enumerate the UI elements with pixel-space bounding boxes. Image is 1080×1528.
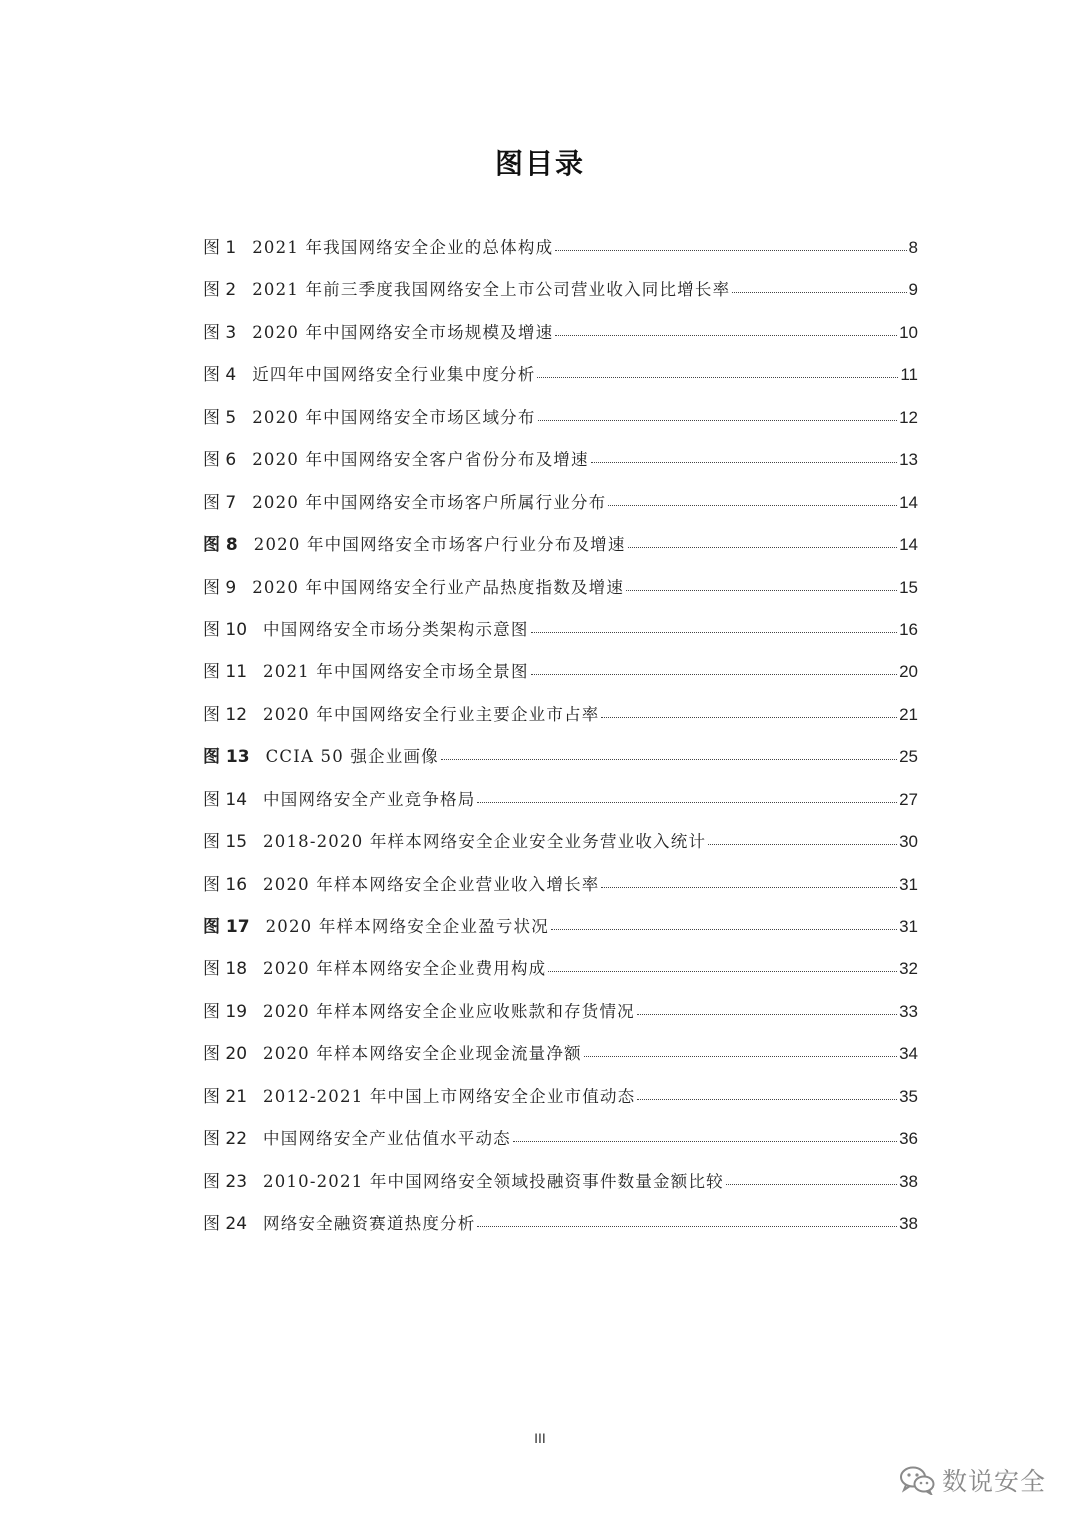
dot-leader: [538, 419, 898, 421]
figure-table-of-contents: [203, 230, 918, 1249]
figure-title: 2020 年样本网络安全企业应收账款和存货情况: [263, 1001, 635, 1021]
figure-label: 图 24: [203, 1214, 248, 1235]
figure-page-number: 27: [899, 789, 918, 809]
figure-label: 图 18: [203, 959, 248, 980]
figure-title: 2020 年样本网络安全企业费用构成: [263, 959, 547, 979]
figure-page-number: 38: [899, 1171, 918, 1191]
dot-leader: [551, 928, 897, 930]
figure-title: 2020 年中国网络安全行业主要企业市占率: [263, 704, 600, 724]
dot-leader: [537, 376, 898, 378]
wechat-icon: [898, 1465, 936, 1495]
toc-entry[interactable]: [203, 230, 918, 272]
dot-leader: [555, 334, 897, 336]
toc-entry[interactable]: [203, 1036, 918, 1078]
figure-title: 2018-2020 年样本网络安全企业安全业务营业收入统计: [263, 832, 707, 852]
figure-page-number: 31: [899, 917, 918, 936]
figure-label: 图 12: [203, 704, 248, 725]
toc-entry[interactable]: [203, 782, 918, 824]
figure-title: 2020 年中国网络安全市场客户所属行业分布: [252, 492, 607, 512]
figure-label: 图 20: [203, 1044, 248, 1065]
figure-page-number: 33: [899, 1001, 918, 1021]
dot-leader: [477, 1225, 897, 1227]
toc-entry[interactable]: [203, 357, 918, 399]
toc-entry[interactable]: [203, 739, 918, 781]
dot-leader: [637, 1098, 897, 1100]
figure-page-number: 12: [899, 407, 918, 427]
dot-leader: [548, 970, 897, 972]
figure-label: 图 3: [203, 322, 237, 343]
figure-title: 2020 年中国网络安全行业产品热度指数及增速: [252, 577, 625, 597]
toc-entry[interactable]: [203, 994, 918, 1036]
figure-page-number: 31: [899, 874, 918, 894]
dot-leader: [708, 843, 897, 845]
figure-page-number: 14: [899, 535, 918, 555]
toc-entry[interactable]: [203, 485, 918, 527]
figure-page-number: 34: [899, 1044, 918, 1064]
figure-label: 图 10: [203, 619, 248, 640]
figure-title: 2020 年样本网络安全企业现金流量净额: [263, 1044, 582, 1064]
page-number: III: [534, 1430, 546, 1446]
toc-entry[interactable]: [203, 612, 918, 654]
watermark: [898, 1462, 1046, 1498]
figure-page-number: 9: [908, 280, 918, 300]
figure-label: 图 17: [203, 917, 250, 937]
figure-title: 中国网络安全产业竞争格局: [263, 789, 476, 809]
toc-entry[interactable]: [203, 1079, 918, 1121]
figure-label: 图 8: [203, 535, 238, 556]
toc-entry[interactable]: [203, 654, 918, 696]
toc-entry[interactable]: [203, 527, 918, 569]
figure-page-number: 10: [899, 322, 918, 342]
figure-label: 图 23: [203, 1171, 248, 1192]
toc-entry[interactable]: [203, 951, 918, 993]
figure-title: 2020 年样本网络安全企业营业收入增长率: [263, 874, 600, 894]
toc-entry[interactable]: [203, 867, 918, 909]
figure-label: 图 14: [203, 789, 248, 810]
figure-page-number: 36: [899, 1129, 918, 1149]
dot-leader: [584, 1055, 897, 1057]
dot-leader: [601, 886, 897, 888]
figure-title: 近四年中国网络安全行业集中度分析: [252, 365, 536, 385]
figure-label: 图 13: [203, 747, 250, 768]
figure-page-number: 30: [899, 832, 918, 852]
toc-entry[interactable]: [203, 1121, 918, 1163]
figure-title: 2020 年中国网络安全客户省份分布及增速: [252, 450, 589, 470]
toc-entry[interactable]: [203, 400, 918, 442]
dot-leader: [513, 1140, 897, 1142]
figure-page-number: 15: [899, 577, 918, 597]
figure-label: 图 5: [203, 407, 237, 428]
figure-page-number: 35: [899, 1086, 918, 1106]
dot-leader: [637, 1013, 897, 1015]
toc-entry[interactable]: [203, 697, 918, 739]
toc-entry[interactable]: [203, 315, 918, 357]
figure-title: 2012-2021 年中国上市网络安全企业市值动态: [263, 1086, 636, 1106]
dot-leader: [628, 546, 897, 548]
dot-leader: [626, 589, 897, 591]
figure-title: 中国网络安全产业估值水平动态: [263, 1129, 511, 1149]
toc-entry[interactable]: [203, 1206, 918, 1248]
figure-page-number: 20: [899, 662, 918, 682]
toc-entry[interactable]: [203, 442, 918, 484]
figure-page-number: 13: [899, 450, 918, 470]
figure-title: 2010-2021 年中国网络安全领域投融资事件数量金额比较: [263, 1171, 724, 1191]
figure-label: 图 1: [203, 238, 237, 258]
figure-title: 网络安全融资赛道热度分析: [263, 1214, 476, 1234]
figure-title: 2021 年前三季度我国网络安全上市公司营业收入同比增长率: [252, 280, 731, 300]
dot-leader: [555, 249, 906, 251]
figure-title: 2020 年样本网络安全企业盈亏状况: [265, 917, 549, 936]
figure-page-number: 25: [899, 747, 918, 767]
figure-page-number: 11: [900, 365, 918, 385]
figure-page-number: 38: [899, 1214, 918, 1234]
figure-label: 图 11: [203, 662, 248, 683]
dot-leader: [531, 673, 897, 675]
toc-entry[interactable]: [203, 272, 918, 314]
figure-label: 图 19: [203, 1001, 248, 1022]
figure-title: 2020 年中国网络安全市场区域分布: [252, 407, 536, 427]
figure-label: 图 9: [203, 577, 237, 598]
dot-leader: [601, 716, 897, 718]
toc-entry[interactable]: [203, 570, 918, 612]
toc-entry[interactable]: [203, 824, 918, 866]
watermark-text: 数说安全: [941, 1467, 1046, 1496]
figure-title: 中国网络安全市场分类架构示意图: [263, 619, 529, 639]
toc-entry[interactable]: [203, 1164, 918, 1206]
figure-page-number: 16: [899, 619, 918, 639]
dot-leader: [441, 758, 897, 760]
figure-label: 图 4: [203, 365, 237, 386]
dot-leader: [732, 291, 906, 293]
dot-leader: [477, 801, 897, 803]
page-title: 图目录: [494, 147, 585, 180]
figure-label: 图 7: [203, 492, 237, 513]
figure-label: 图 2: [203, 280, 237, 301]
figure-title: 2021 年中国网络安全市场全景图: [263, 662, 529, 682]
figure-page-number: 32: [899, 959, 918, 979]
figure-label: 图 22: [203, 1129, 248, 1150]
dot-leader: [591, 461, 897, 463]
figure-title: 2020 年中国网络安全市场规模及增速: [252, 322, 554, 342]
dot-leader: [726, 1183, 897, 1185]
figure-label: 图 15: [203, 832, 248, 853]
figure-label: 图 16: [203, 874, 248, 895]
figure-title: 2020 年中国网络安全市场客户行业分布及增速: [253, 535, 626, 555]
dot-leader: [531, 631, 898, 633]
dot-leader: [608, 504, 897, 506]
figure-label: 图 6: [203, 450, 237, 471]
figure-label: 图 21: [203, 1086, 248, 1107]
figure-title: 2021 年我国网络安全企业的总体构成: [252, 238, 554, 257]
figure-page-number: 21: [899, 704, 918, 724]
toc-entry[interactable]: [203, 909, 918, 951]
figure-page-number: 8: [908, 238, 918, 257]
figure-page-number: 14: [899, 492, 918, 512]
figure-title: CCIA 50 强企业画像: [265, 747, 439, 767]
